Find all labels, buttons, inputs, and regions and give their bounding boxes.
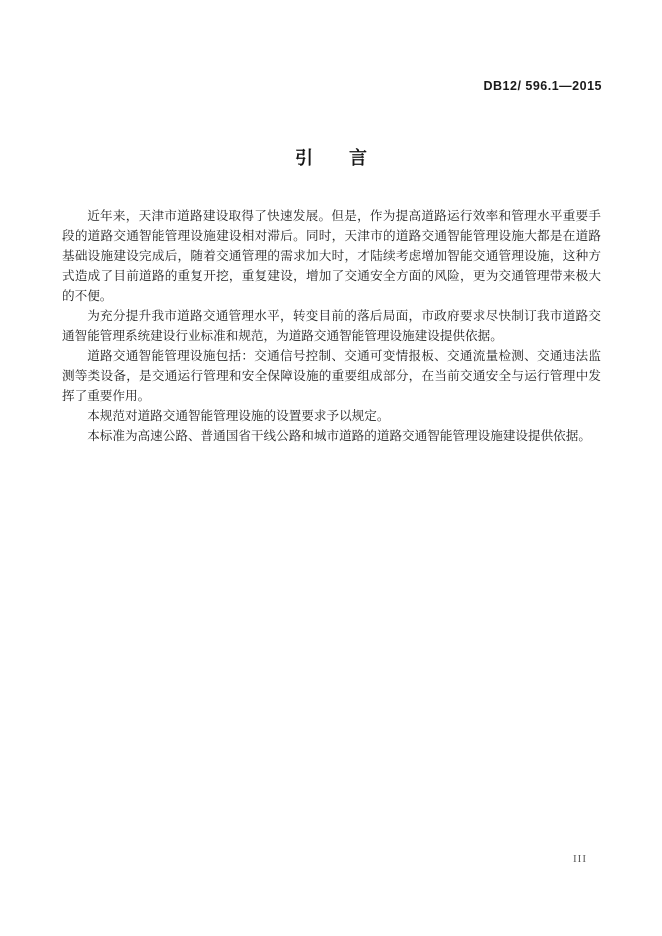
paragraph: 为充分提升我市道路交通管理水平，转变目前的落后局面，市政府要求尽快制订我市道路交通智能管理系统建设行业标准和规范，为道路交通智能管理设施建设提供依据。 [62, 309, 601, 343]
doc-number: DB12/ 596.1—2015 [483, 79, 602, 93]
foreword-body [62, 206, 601, 446]
paragraph: 道路交通智能管理设施包括：交通信号控制、交通可变情报板、交通流量检测、交通违法监测等类设备，是交通运行管理和安全保障设施的重要组成部分，在当前交通安全与运行管理中发挥了重要作用。 [62, 349, 601, 403]
page-title: 引 言 [295, 148, 367, 168]
paragraph: 本规范对道路交通智能管理设施的设置要求予以规定。 [87, 409, 390, 423]
paragraph: 本标准为高速公路、普通国省干线公路和城市道路的道路交通智能管理设施建设提供依据。 [87, 429, 591, 443]
paragraph: 近年来，天津市道路建设取得了快速发展。但是，作为提高道路运行效率和管理水平重要手段的道路交通智能管理设施建设相对滞后。同时，天津市的道路交通智能管理设施大都是在道路基础设施建设完成后，随着交通管理的需求加大时，才陆续考虑增加智能交通管理设施，这种方式造成了目前道路的重复开挖，重复建设，增加了交通安全方面的风险，更为交通管理带来极大的不便。 [62, 209, 601, 303]
page-number: III [573, 853, 587, 865]
